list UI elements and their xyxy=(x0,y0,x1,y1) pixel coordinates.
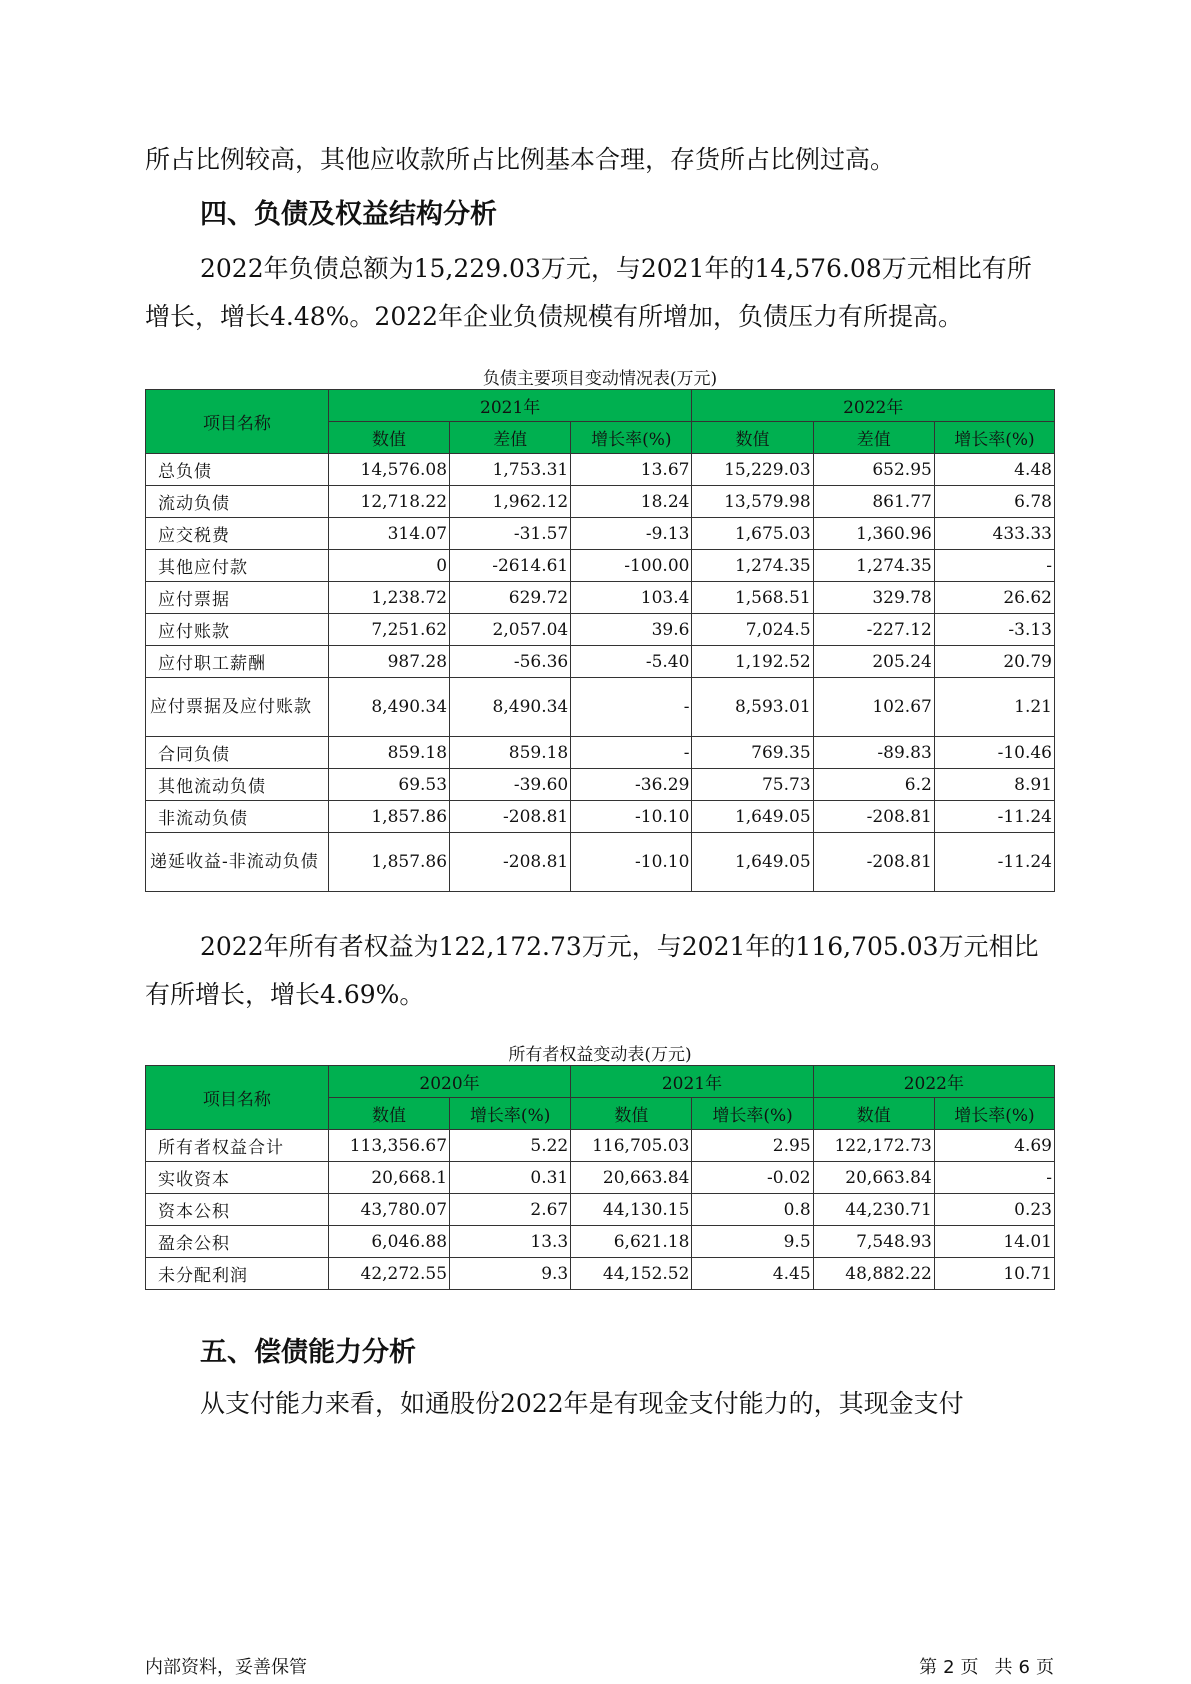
row-cell: -11.24 xyxy=(934,801,1054,833)
row-cell: -10.10 xyxy=(571,833,692,892)
row-cell: 13,579.98 xyxy=(692,486,813,518)
row-cell: 205.24 xyxy=(813,646,934,678)
table-row xyxy=(146,1130,1055,1162)
page-suffix: 页 xyxy=(1036,1657,1054,1678)
header-item-name: 项目名称 xyxy=(146,1066,329,1130)
row-cell: -227.12 xyxy=(813,614,934,646)
row-cell: 8,490.34 xyxy=(328,678,449,737)
row-cell: -208.81 xyxy=(450,801,571,833)
section-heading-4: 四、负债及权益结构分析 xyxy=(200,199,497,230)
row-cell: 4.48 xyxy=(934,454,1054,486)
row-cell: 1,962.12 xyxy=(450,486,571,518)
table-row xyxy=(146,801,1055,833)
row-cell: -10.46 xyxy=(934,737,1054,769)
row-cell: 0.23 xyxy=(934,1194,1054,1226)
row-cell: 6,046.88 xyxy=(328,1226,449,1258)
row-cell: 13.3 xyxy=(450,1226,571,1258)
row-cell: 8.91 xyxy=(934,769,1054,801)
row-cell: 7,251.62 xyxy=(328,614,449,646)
row-item-name: 总负债 xyxy=(146,454,329,486)
row-item-name: 非流动负债 xyxy=(146,801,329,833)
subheader-value: 数值 xyxy=(328,422,449,454)
row-cell: 26.62 xyxy=(934,582,1054,614)
row-cell: -11.24 xyxy=(934,833,1054,892)
row-cell: -208.81 xyxy=(813,833,934,892)
paragraph-intro: 所占比例较高，其他应收款所占比例基本合理，存货所占比例过高。 xyxy=(145,145,896,174)
row-cell: -100.00 xyxy=(571,550,692,582)
page-mid: 页 xyxy=(960,1657,979,1678)
row-cell: 7,024.5 xyxy=(692,614,813,646)
row-cell: 20,663.84 xyxy=(813,1162,934,1194)
table-row xyxy=(146,486,1055,518)
paragraph-liabilities: 2022年负债总额为15,229.03万元，与2021年的14,576.08万元相比有所增长，增长4.48%。2022年企业负债规模有所增加，负债压力有所提高。 xyxy=(145,254,1032,331)
table-row xyxy=(146,833,1055,892)
row-cell: 1,360.96 xyxy=(813,518,934,550)
subheader-value: 数值 xyxy=(692,422,813,454)
subheader-growth: 增长率(%) xyxy=(934,422,1054,454)
header-year-2021: 2021年 xyxy=(328,390,692,422)
row-cell: 9.3 xyxy=(450,1258,571,1290)
subheader-growth: 增长率(%) xyxy=(450,1098,571,1130)
row-cell: 44,230.71 xyxy=(813,1194,934,1226)
row-cell: 20,663.84 xyxy=(571,1162,692,1194)
row-cell: 0.31 xyxy=(450,1162,571,1194)
row-cell: 5.22 xyxy=(450,1130,571,1162)
row-cell: 2,057.04 xyxy=(450,614,571,646)
row-cell: 1,192.52 xyxy=(692,646,813,678)
row-cell: 769.35 xyxy=(692,737,813,769)
row-cell: 1,857.86 xyxy=(328,801,449,833)
row-cell: 6.2 xyxy=(813,769,934,801)
row-cell: - xyxy=(934,1162,1054,1194)
paragraph-solvency: 从支付能力来看，如通股份2022年是有现金支付能力的，其现金支付 xyxy=(200,1389,964,1418)
row-cell: 4.69 xyxy=(934,1130,1054,1162)
row-cell: 13.67 xyxy=(571,454,692,486)
row-cell: 1.21 xyxy=(934,678,1054,737)
row-item-name: 盈余公积 xyxy=(146,1226,329,1258)
page-prefix: 第 xyxy=(919,1657,938,1678)
row-cell: 7,548.93 xyxy=(813,1226,934,1258)
row-cell: 113,356.67 xyxy=(328,1130,449,1162)
row-cell: -0.02 xyxy=(692,1162,813,1194)
row-item-name: 应付职工薪酬 xyxy=(146,646,329,678)
row-cell: 12,718.22 xyxy=(328,486,449,518)
row-cell: 122,172.73 xyxy=(813,1130,934,1162)
row-cell: 629.72 xyxy=(450,582,571,614)
subheader-diff: 差值 xyxy=(813,422,934,454)
row-cell: -56.36 xyxy=(450,646,571,678)
row-item-name: 应付票据及应付账款 xyxy=(146,678,329,737)
subheader-growth: 增长率(%) xyxy=(934,1098,1054,1130)
row-cell: 69.53 xyxy=(328,769,449,801)
subheader-value: 数值 xyxy=(813,1098,934,1130)
row-cell: -9.13 xyxy=(571,518,692,550)
row-cell: 18.24 xyxy=(571,486,692,518)
row-cell: -89.83 xyxy=(813,737,934,769)
table-row xyxy=(146,550,1055,582)
row-cell: 2.95 xyxy=(692,1130,813,1162)
row-cell: 2.67 xyxy=(450,1194,571,1226)
row-item-name: 应付票据 xyxy=(146,582,329,614)
row-cell: 1,274.35 xyxy=(692,550,813,582)
row-item-name: 资本公积 xyxy=(146,1194,329,1226)
row-item-name: 流动负债 xyxy=(146,486,329,518)
row-cell: 42,272.55 xyxy=(328,1258,449,1290)
row-cell: 0.8 xyxy=(692,1194,813,1226)
row-cell: 1,238.72 xyxy=(328,582,449,614)
row-cell: 20.79 xyxy=(934,646,1054,678)
row-cell: 1,753.31 xyxy=(450,454,571,486)
row-item-name: 应付账款 xyxy=(146,614,329,646)
row-cell: 6,621.18 xyxy=(571,1226,692,1258)
row-cell: - xyxy=(571,678,692,737)
row-cell: 44,152.52 xyxy=(571,1258,692,1290)
row-cell: 10.71 xyxy=(934,1258,1054,1290)
row-cell: 1,649.05 xyxy=(692,801,813,833)
header-year-2022: 2022年 xyxy=(813,1066,1054,1098)
table-row xyxy=(146,646,1055,678)
row-cell: - xyxy=(934,550,1054,582)
row-cell: 861.77 xyxy=(813,486,934,518)
row-cell: 1,274.35 xyxy=(813,550,934,582)
page-current: 2 xyxy=(943,1657,955,1678)
header-item-name: 项目名称 xyxy=(146,390,329,454)
table-row xyxy=(146,1162,1055,1194)
row-cell: -5.40 xyxy=(571,646,692,678)
row-cell: -3.13 xyxy=(934,614,1054,646)
table-row xyxy=(146,678,1055,737)
subheader-value: 数值 xyxy=(571,1098,692,1130)
table1-caption: 负债主要项目变动情况表(万元) xyxy=(482,369,718,389)
row-cell: 44,130.15 xyxy=(571,1194,692,1226)
row-cell: 859.18 xyxy=(328,737,449,769)
liabilities-table xyxy=(145,389,1055,892)
header-year-2021: 2021年 xyxy=(571,1066,813,1098)
row-cell: 987.28 xyxy=(328,646,449,678)
table-row xyxy=(146,769,1055,801)
table-row xyxy=(146,614,1055,646)
row-item-name: 其他应付款 xyxy=(146,550,329,582)
row-cell: -2614.61 xyxy=(450,550,571,582)
row-cell: 0 xyxy=(328,550,449,582)
row-item-name: 合同负债 xyxy=(146,737,329,769)
section-heading-5: 五、偿债能力分析 xyxy=(200,1337,416,1368)
equity-table xyxy=(145,1065,1055,1290)
row-item-name: 其他流动负债 xyxy=(146,769,329,801)
subheader-growth: 增长率(%) xyxy=(692,1098,813,1130)
row-cell: 859.18 xyxy=(450,737,571,769)
footer-confidential: 内部资料，妥善保管 xyxy=(145,1657,307,1678)
row-cell: -208.81 xyxy=(450,833,571,892)
row-cell: 14.01 xyxy=(934,1226,1054,1258)
table-row xyxy=(146,1258,1055,1290)
subheader-growth: 增长率(%) xyxy=(571,422,692,454)
row-cell: 39.6 xyxy=(571,614,692,646)
row-cell: 9.5 xyxy=(692,1226,813,1258)
row-cell: 14,576.08 xyxy=(328,454,449,486)
row-cell: 75.73 xyxy=(692,769,813,801)
table-row xyxy=(146,518,1055,550)
page-total-prefix: 共 xyxy=(994,1657,1013,1678)
paragraph-equity: 2022年所有者权益为122,172.73万元，与2021年的116,705.03万元相比有所增长，增长4.69%。 xyxy=(145,932,1039,1009)
header-year-2022: 2022年 xyxy=(692,390,1055,422)
row-cell: 652.95 xyxy=(813,454,934,486)
page-total: 6 xyxy=(1018,1657,1030,1678)
row-cell: 329.78 xyxy=(813,582,934,614)
header-year-2020: 2020年 xyxy=(328,1066,570,1098)
row-item-name: 未分配利润 xyxy=(146,1258,329,1290)
table-row xyxy=(146,1194,1055,1226)
row-cell: -36.29 xyxy=(571,769,692,801)
row-item-name: 实收资本 xyxy=(146,1162,329,1194)
row-item-name: 应交税费 xyxy=(146,518,329,550)
row-cell: 1,568.51 xyxy=(692,582,813,614)
row-item-name: 递延收益-非流动负债 xyxy=(146,833,329,892)
row-cell: 116,705.03 xyxy=(571,1130,692,1162)
table-row xyxy=(146,582,1055,614)
row-cell: 48,882.22 xyxy=(813,1258,934,1290)
row-cell: -39.60 xyxy=(450,769,571,801)
row-cell: 8,593.01 xyxy=(692,678,813,737)
table-row xyxy=(146,737,1055,769)
row-item-name: 所有者权益合计 xyxy=(146,1130,329,1162)
row-cell: 8,490.34 xyxy=(450,678,571,737)
row-cell: 15,229.03 xyxy=(692,454,813,486)
row-cell: 43,780.07 xyxy=(328,1194,449,1226)
row-cell: 103.4 xyxy=(571,582,692,614)
row-cell: 6.78 xyxy=(934,486,1054,518)
row-cell: 102.67 xyxy=(813,678,934,737)
subheader-diff: 差值 xyxy=(450,422,571,454)
row-cell: -31.57 xyxy=(450,518,571,550)
subheader-value: 数值 xyxy=(328,1098,449,1130)
row-cell: -208.81 xyxy=(813,801,934,833)
row-cell: 433.33 xyxy=(934,518,1054,550)
row-cell: 1,649.05 xyxy=(692,833,813,892)
row-cell: -10.10 xyxy=(571,801,692,833)
table2-caption: 所有者权益变动表(万元) xyxy=(508,1045,692,1065)
row-cell: 314.07 xyxy=(328,518,449,550)
row-cell: 20,668.1 xyxy=(328,1162,449,1194)
footer-page-number xyxy=(913,1653,1054,1679)
row-cell: 1,857.86 xyxy=(328,833,449,892)
row-cell: - xyxy=(571,737,692,769)
row-cell: 1,675.03 xyxy=(692,518,813,550)
table-row xyxy=(146,1226,1055,1258)
table-row xyxy=(146,454,1055,486)
row-cell: 4.45 xyxy=(692,1258,813,1290)
